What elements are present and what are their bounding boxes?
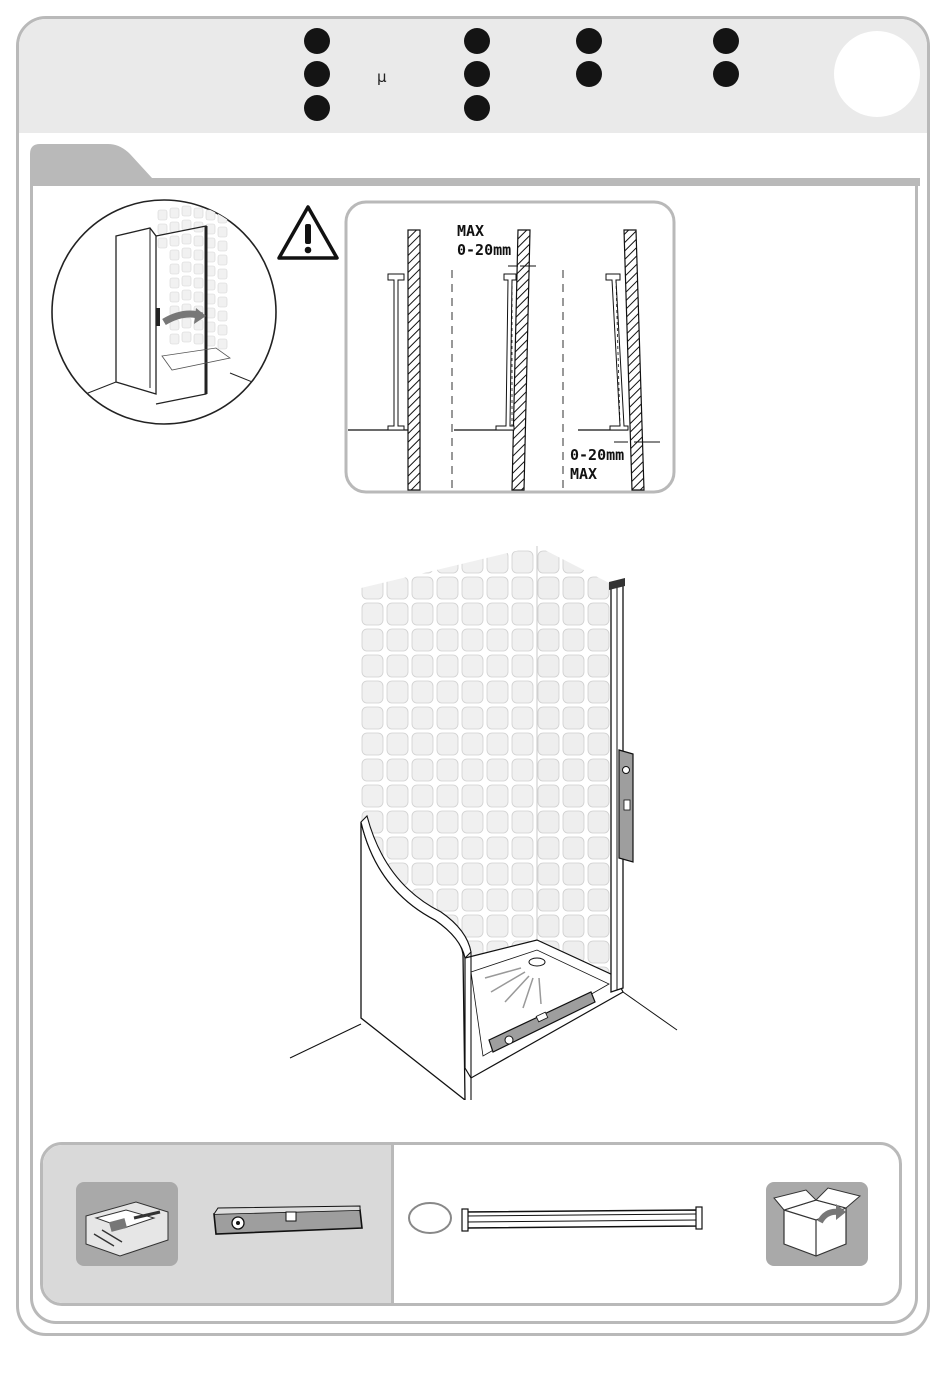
- wall-profile-icon: [460, 1206, 704, 1234]
- range-label-top: 0-20mm: [457, 241, 512, 259]
- mu-symbol: µ: [377, 68, 387, 86]
- bullet-dot: [713, 28, 739, 54]
- tool-kit-icon: [76, 1182, 178, 1266]
- spirit-level-icon: [210, 1204, 366, 1238]
- bullet-dot: [713, 61, 739, 87]
- max-label-top: MAX: [457, 222, 485, 240]
- bullet-dot: [464, 61, 490, 87]
- shower-enclosure-level-icon: [285, 540, 685, 1100]
- bullet-dot: [304, 28, 330, 54]
- bullet-dot: [576, 61, 602, 87]
- bullet-dot: [304, 61, 330, 87]
- magnifier-view-icon: [50, 198, 282, 430]
- bullet-dot: [464, 28, 490, 54]
- step-number-circle: [834, 31, 920, 117]
- max-label-bottom: MAX: [570, 465, 598, 483]
- bullet-dot: [304, 95, 330, 121]
- bullet-dot: [464, 95, 490, 121]
- range-label-bottom: 0-20mm: [570, 446, 625, 464]
- quantity-circle: [406, 1200, 454, 1236]
- packaging-box-icon: [766, 1182, 868, 1266]
- warning-triangle-icon: [276, 204, 340, 262]
- bullet-dot: [576, 28, 602, 54]
